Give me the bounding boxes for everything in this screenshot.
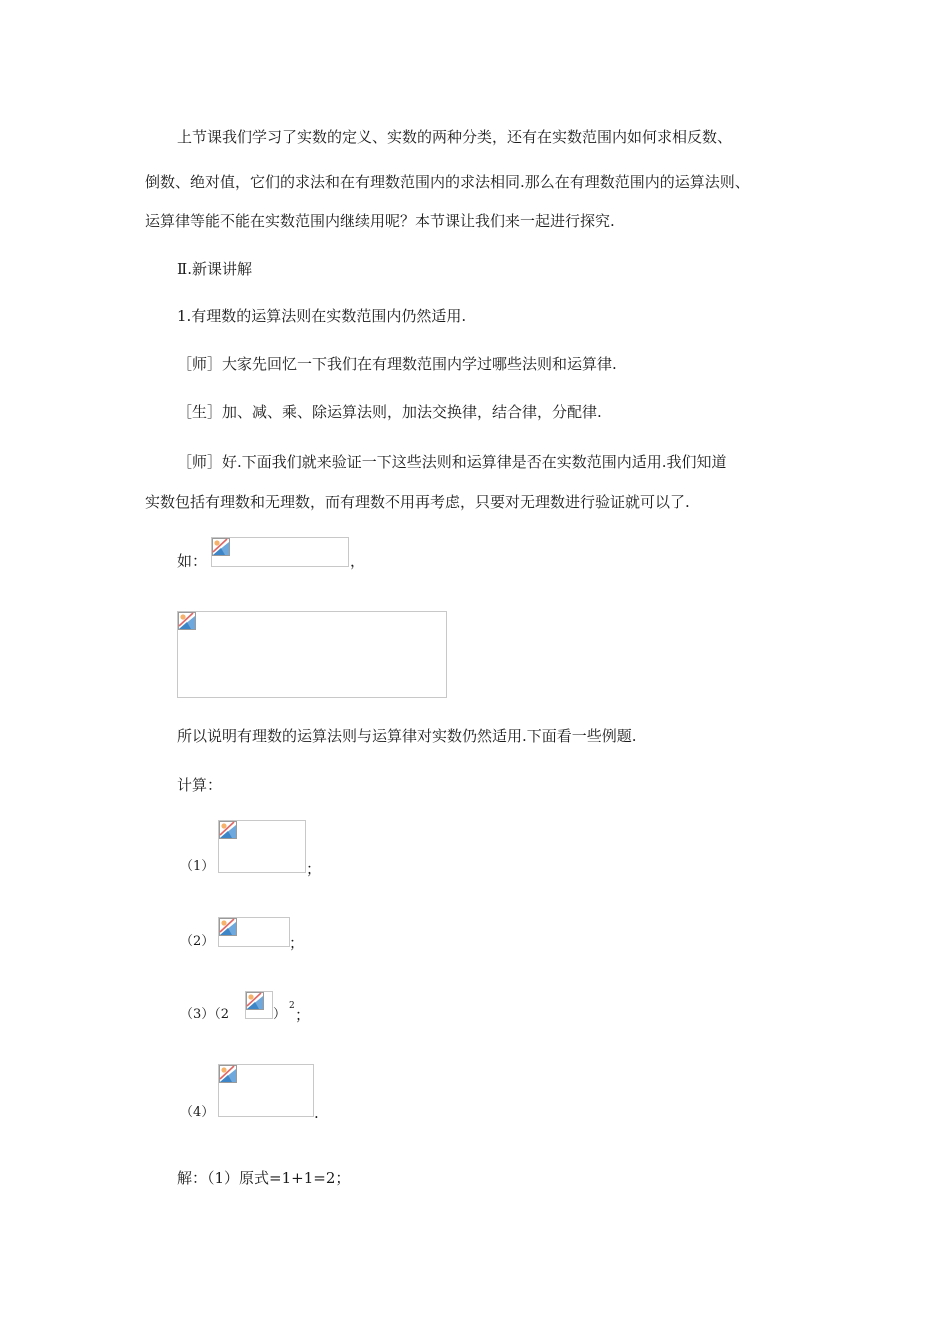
problem-3-label: （3）（2 [180, 1007, 230, 1022]
problem-4-label: （4） [180, 1105, 215, 1120]
broken-image-icon [212, 538, 230, 556]
problem-2-formula-image [218, 917, 290, 947]
item-1: 1.有理数的运算法则在实数范围内仍然适用. [177, 307, 467, 325]
intro-line-1: 上节课我们学习了实数的定义、实数的两种分类，还有在实数范围内如何求相反数、 [177, 128, 733, 146]
example-prefix: 如： [177, 552, 208, 570]
example-formula-image [211, 537, 349, 567]
broken-image-icon [219, 918, 237, 936]
problem-1-label: （1） [180, 859, 215, 874]
problem-3-suffix: ； [295, 1006, 311, 1024]
problem-3-exponent: 2 [289, 1001, 295, 1011]
conclusion: 所以说明有理数的运算法则与运算律对实数仍然适用.下面看一些例题. [177, 727, 637, 745]
problem-1-suffix: ； [306, 860, 322, 878]
broken-image-icon [219, 821, 237, 839]
problem-3-close: ） [273, 1007, 287, 1022]
teacher2-line-2: 实数包括有理数和无理数，而有理数不用再考虑，只要对无理数进行验证就可以了. [145, 493, 690, 511]
problem-4-formula-image [218, 1064, 314, 1117]
compute-heading: 计算： [177, 776, 223, 794]
solution-line-1: 解：（1）原式=1+1=2； [177, 1169, 351, 1187]
problem-4-suffix: . [314, 1104, 319, 1122]
problem-2-label: （2） [180, 934, 215, 949]
broken-image-icon [178, 612, 196, 630]
intro-line-3: 运算律等能不能在实数范围内继续用呢？本节课让我们来一起进行探究. [145, 212, 615, 230]
problem-3-formula-image [245, 991, 273, 1019]
example-suffix: ， [350, 552, 366, 570]
teacher-line-1: ［师］大家先回忆一下我们在有理数范围内学过哪些法则和运算律. [177, 355, 617, 373]
student-line-1: ［生］加、减、乘、除运算法则，加法交换律，结合律，分配律. [177, 403, 602, 421]
section-heading: Ⅱ.新课讲解 [177, 260, 252, 278]
verification-formula-image [177, 611, 447, 698]
problem-1-formula-image [218, 820, 306, 873]
problem-2-suffix: ； [289, 934, 305, 952]
intro-line-2: 倒数、绝对值，它们的求法和在有理数范围内的求法相同.那么在有理数范围内的运算法则、 [145, 173, 750, 191]
broken-image-icon [219, 1065, 237, 1083]
teacher2-line-1: ［师］好.下面我们就来验证一下这些法则和运算律是否在实数范围内适用.我们知道 [177, 453, 727, 471]
broken-image-icon [246, 992, 264, 1010]
